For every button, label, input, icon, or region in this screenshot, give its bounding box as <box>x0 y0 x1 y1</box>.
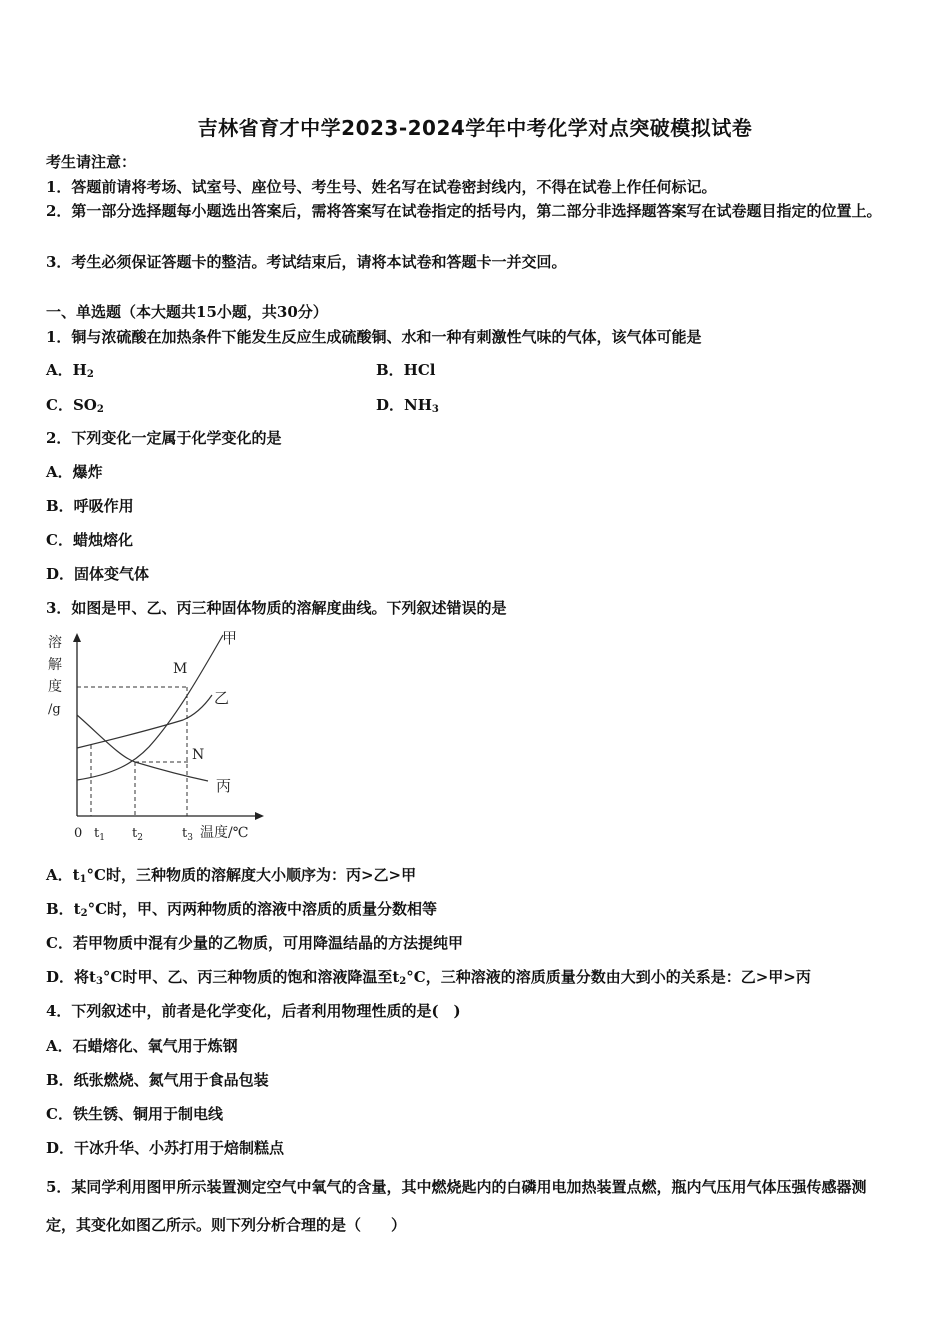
q3-stem: 3．如图是甲、乙、丙三种固体物质的溶解度曲线。下列叙述错误的是 <box>46 599 507 617</box>
q2-option-a[interactable]: A．爆炸 <box>46 463 103 481</box>
q4-option-a[interactable]: A．石蜡熔化、氧气用于炼钢 <box>46 1037 238 1055</box>
q3-option-c[interactable]: C．若甲物质中混有少量的乙物质，可用降温结晶的方法提纯甲 <box>46 934 463 952</box>
label-yi: 乙 <box>214 689 230 707</box>
q2-option-b[interactable]: B．呼吸作用 <box>46 497 134 515</box>
q1-option-d[interactable]: D．$NH_3$ <box>376 396 439 415</box>
q4-stem: 4．下列叙述中，前者是化学变化，后者利用物理性质的是( ) <box>46 1002 461 1020</box>
curve-yi <box>77 695 212 748</box>
q1-stem: 1．铜与浓硫酸在加热条件下能发生反应生成硫酸铜、水和一种有刺激性气味的气体，该气体可能是 <box>46 328 702 346</box>
q4-option-d[interactable]: D．干冰升华、小苏打用于焙制糕点 <box>46 1139 285 1157</box>
q1-option-b[interactable]: B．HCl <box>376 361 436 379</box>
x-axis-arrow <box>255 812 264 820</box>
y-label-char-1: 溶 <box>48 635 62 651</box>
y-label-char-4: /g <box>48 702 61 717</box>
label-jia: 甲 <box>222 629 238 647</box>
q4-option-b[interactable]: B．纸张燃烧、氮气用于食品包装 <box>46 1071 269 1089</box>
label-point-m: M <box>173 661 188 677</box>
label-origin: 0 <box>74 826 83 841</box>
q1-option-c[interactable]: C．$SO_2$ <box>46 396 104 415</box>
y-label-char-3: 度 <box>48 679 62 695</box>
q2-option-c[interactable]: C．蜡烛熔化 <box>46 531 133 549</box>
label-bing: 丙 <box>216 777 232 795</box>
notice-item-2: 2．第一部分选择题每小题选出答案后，需将答案写在试卷指定的括号内，第二部分非选择题答案写在试卷题目指定的位置上。 <box>46 202 882 220</box>
label-t3: $t_3$ <box>182 826 193 843</box>
label-t1: $t_1$ <box>94 826 105 843</box>
q1-option-a[interactable]: A．$H_2$ <box>46 361 94 380</box>
q3-option-d[interactable]: D．将$t_3^\circ C$时甲、乙、丙三种物质的饱和溶液降温至$t_2^\circ C$，三种溶液的溶质质量分数由大到小的关系是：乙>甲>丙 <box>46 968 811 987</box>
q5-stem: 5．某同学利用图甲所示装置测定空气中氧气的含量，其中燃烧匙内的白磷用电加热装置点燃，瓶内气压用气体压强传感器测定，其变化如图乙所示。则下列分析合理的是（ ） <box>46 1178 867 1234</box>
q3-option-a[interactable]: A．$t_1^\circ C$时，三种物质的溶解度大小顺序为：丙>乙>甲 <box>46 866 417 885</box>
q3-option-b[interactable]: B．$t_2^\circ C$时，甲、丙两种物质的溶液中溶质的质量分数相等 <box>46 900 438 919</box>
notice-item-3: 3．考生必须保证答题卡的整洁。考试结束后，请将本试卷和答题卡一并交回。 <box>46 253 567 271</box>
y-label-char-2: 解 <box>48 657 62 673</box>
notice-heading: 考生请注意： <box>46 153 137 171</box>
label-point-n: N <box>192 747 205 763</box>
page-title: 吉林省育才中学2023-2024学年中考化学对点突破模拟试卷 <box>197 116 753 140</box>
q4-option-c[interactable]: C．铁生锈、铜用于制电线 <box>46 1105 223 1123</box>
section-heading: 一、单选题（本大题共15小题，共30分） <box>46 303 328 321</box>
notice-item-1: 1．答题前请将考场、试室号、座位号、考生号、姓名写在试卷密封线内，不得在试卷上作任何标记。 <box>46 178 717 196</box>
label-x-axis: 温度/℃ <box>200 825 249 841</box>
q2-stem: 2．下列变化一定属于化学变化的是 <box>46 429 282 447</box>
curve-bing <box>77 715 208 781</box>
q2-option-d[interactable]: D．固体变气体 <box>46 565 150 583</box>
solubility-curve-graph <box>40 625 280 847</box>
label-t2: $t_2$ <box>132 826 143 843</box>
y-axis-arrow <box>73 633 81 642</box>
